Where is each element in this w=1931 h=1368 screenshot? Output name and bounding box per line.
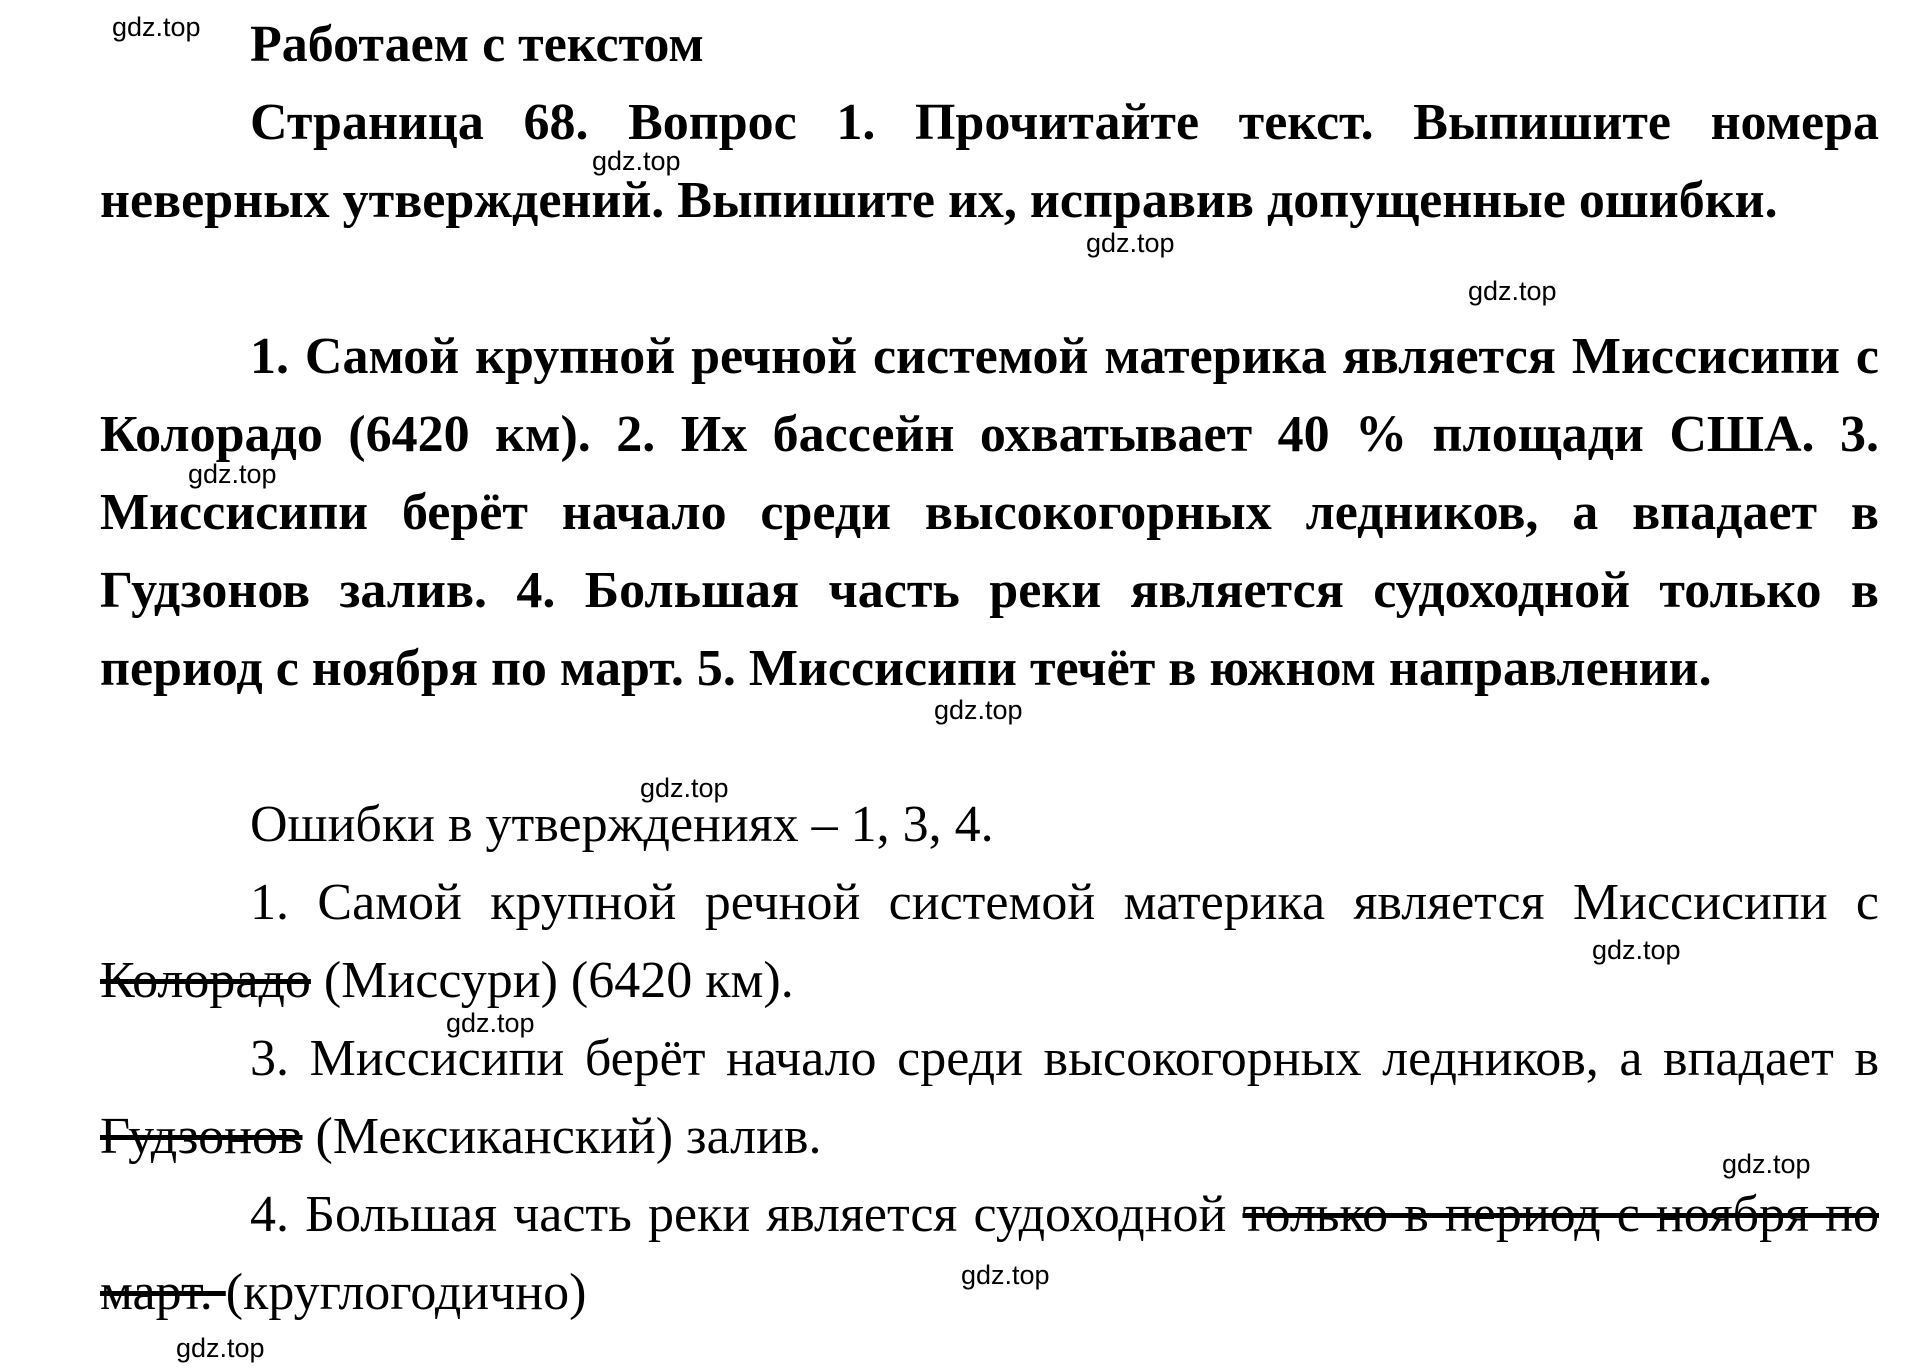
task-statements: 1. Самой крупной речной системой материка является Миссисипи с Колорадо (6420 км). 2. Их бассейн охватывает 40 % площади США. 3. Миссисипи берёт начало среди высокогорных ледников, а впадает в Гудзонов залив. 4. Большая часть реки является судоходной только в период с ноября по март. 5. Миссисипи течёт в южном направлении. bbox=[100, 328, 1879, 697]
watermark: gdz.top bbox=[446, 1008, 535, 1038]
correction-4-before: 4. Большая часть реки является судоходной bbox=[250, 1186, 1243, 1243]
correction-1-after: (Миссури) (6420 км). bbox=[310, 952, 794, 1009]
watermark: gdz.top bbox=[176, 1333, 265, 1363]
watermark: gdz.top bbox=[1592, 935, 1681, 965]
correction-4-struck: только в период с ноября по март. bbox=[100, 1186, 1879, 1321]
watermark: gdz.top bbox=[1722, 1149, 1811, 1179]
watermark: gdz.top bbox=[188, 459, 277, 489]
correction-3-after: (Мексиканский) залив. bbox=[302, 1108, 822, 1165]
watermark: gdz.top bbox=[934, 695, 1023, 725]
section-heading: Работаем с текстом bbox=[250, 16, 704, 73]
watermark: gdz.top bbox=[112, 12, 201, 42]
watermark: gdz.top bbox=[1468, 276, 1557, 306]
watermark: gdz.top bbox=[961, 1260, 1050, 1290]
watermark: gdz.top bbox=[592, 146, 681, 176]
watermark: gdz.top bbox=[1086, 228, 1175, 258]
correction-3 bbox=[100, 1020, 1879, 1176]
correction-3-before: 3. Миссисипи берёт начало среди высокогорных ледников, а впадает в bbox=[250, 1030, 1879, 1087]
correction-3-struck: Гудзонов bbox=[100, 1108, 303, 1165]
answer-intro: Ошибки в утверждениях – 1, 3, 4. bbox=[250, 796, 994, 853]
correction-1-struck: Колорадо bbox=[100, 952, 311, 1009]
correction-4-after: (круглогодично) bbox=[225, 1264, 587, 1321]
correction-4 bbox=[100, 1176, 1879, 1332]
correction-1-before: 1. Самой крупной речной системой материка является Миссисипи с bbox=[250, 874, 1879, 931]
question-text: Страница 68. Вопрос 1. Прочитайте текст. Выпишите номера неверных утверждений. Выпишите их, исправив допущенные ошибки. bbox=[100, 94, 1879, 229]
watermark: gdz.top bbox=[640, 773, 729, 803]
